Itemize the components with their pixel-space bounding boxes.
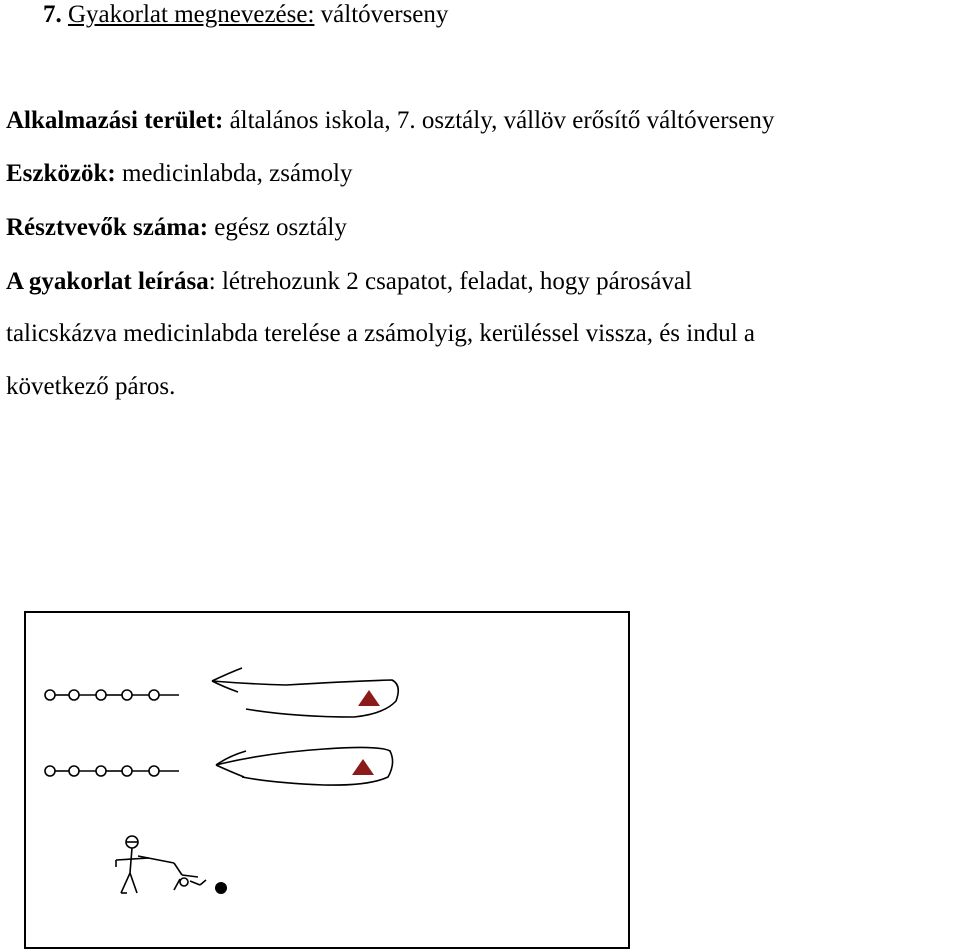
field-label: Alkalmazási terület: <box>6 107 224 134</box>
field-label: Eszközök: <box>6 160 116 187</box>
field-application-area <box>6 106 774 136</box>
diagram-canvas <box>24 611 630 949</box>
exercise-diagram <box>24 611 630 949</box>
exercise-name-value: váltóverseny <box>320 1 449 28</box>
exercise-name-label: Gyakorlat megnevezése: <box>68 1 315 28</box>
description-line-1 <box>6 267 692 297</box>
field-value: egész osztály <box>208 214 347 241</box>
exercise-number: 7. <box>43 1 62 28</box>
exercise-heading <box>43 0 448 30</box>
diagram-frame <box>25 612 629 948</box>
description-line-2: talicskázva medicinlabda terelése a zsámolyig, kerüléssel vissza, és indul a <box>6 320 756 347</box>
field-equipment <box>6 159 352 189</box>
description-label: A gyakorlat leírása <box>6 268 209 295</box>
medicine-ball-icon <box>215 882 227 894</box>
field-participants <box>6 213 347 243</box>
field-label: Résztvevők száma: <box>6 214 209 241</box>
description-text: : létrehozunk 2 csapatot, feladat, hogy párosával <box>208 268 692 295</box>
field-value: általános iskola, 7. osztály, vállöv erősítő váltóverseny <box>223 107 775 134</box>
description-line-3: következő páros. <box>6 373 176 400</box>
field-value: medicinlabda, zsámoly <box>115 160 353 187</box>
